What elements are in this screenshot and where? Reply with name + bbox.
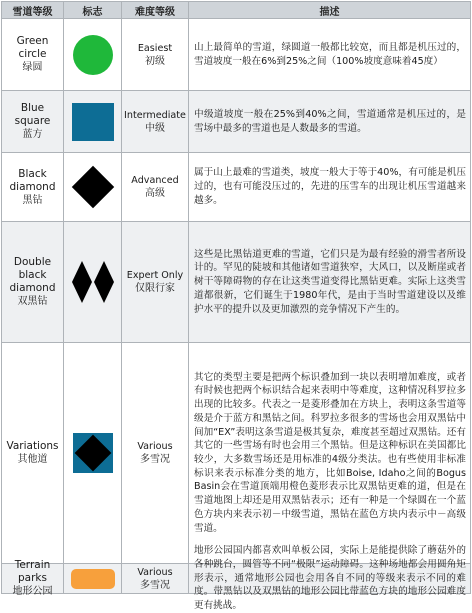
inner-diamond-icon (74, 435, 111, 472)
row-terrain-parks-description (189, 545, 471, 612)
green-circle-icon (73, 35, 113, 75)
black-diamond-icon (71, 166, 113, 208)
level-zh: 初级 (145, 55, 165, 67)
row-variations-level (122, 343, 189, 564)
row-variations-symbol (64, 343, 122, 564)
row-blue-square-symbol (64, 91, 122, 153)
level-en: Expert Only (126, 270, 184, 281)
description-text: 山上最简单的雪道，绿圆道一般都比较宽，而且都是机压过的，雪道坡度一般在6%到25%之间（100%坡度意味着45度） (194, 41, 466, 67)
row-black-diamond-level (122, 153, 189, 222)
level-en: Various (137, 441, 173, 452)
ski-trail-rating-table (1, 1, 471, 612)
name-zh: 地形公园 (12, 586, 53, 597)
row-double-black-diamond-description (189, 222, 471, 343)
name-zh: 蓝方 (22, 129, 43, 140)
double-black-diamond-icon (71, 260, 115, 304)
row-green-circle-symbol (64, 19, 122, 91)
row-double-black-diamond-name (1, 222, 64, 343)
row-variations-name (1, 343, 64, 564)
name-en: Variations (6, 440, 59, 452)
row-green-circle-name (1, 19, 64, 91)
header-trail-grade: 雪道等级 (1, 1, 64, 19)
header-description: 描述 (189, 1, 471, 19)
row-double-black-diamond-symbol (64, 222, 122, 343)
name-zh: 绿圆 (22, 62, 43, 73)
row-black-diamond-description (189, 153, 471, 222)
row-terrain-parks-symbol (64, 564, 122, 594)
header-difficulty: 难度等级 (122, 1, 189, 19)
row-terrain-parks-name (1, 559, 64, 597)
row-green-circle-level (122, 19, 189, 91)
row-variations-description (189, 343, 471, 564)
name-zh: 其他道 (17, 454, 48, 465)
row-terrain-parks-level (122, 564, 189, 594)
level-zh: 中级 (145, 122, 165, 134)
level-zh: 多雪况 (140, 579, 170, 591)
orange-rounded-rectangle-icon (71, 569, 115, 589)
level-zh: 高级 (145, 188, 165, 199)
row-green-circle-description (189, 19, 471, 91)
name-en: Black diamond (9, 167, 56, 193)
description-text: 其它的类型主要是把两个标识叠加到一块以表明增加难度，或者有时候也把两个标识结合起来表明中等难度，这种情况科罗拉多出现的比较多。代表之一是菱形叠加在方块上，表明这条雪道等级是介于蓝方和黑钻之间。科罗拉多很多的雪场也会用双黑钻中间加“EX”表明这条雪道是极其复杂，难度甚至超过双黑钻。还有其它的一些雪场有时也会用三个黑钻。但是这种标识在美国都比较少，大多数雪场还是用标准的4级分类法。也有些使用非标准标识来表示标准分类的地方，比如Boise, Idaho之间的Bogus Basin会在雪道顶端用橙色菱形表示比双黑钻更难的道，但是在雪道地图上却还是用双黑钻表示；还有一种是一个绿圆在一个蓝色方块内来表示初－中级雪道，黑钻在蓝色方块内表示中－高级雪道。 (194, 371, 466, 534)
level-en: Intermediate (124, 109, 186, 121)
level-en: Advanced (131, 175, 179, 186)
header-symbol: 标志 (64, 1, 122, 19)
name-en: Blue square (14, 102, 51, 127)
diamond-in-square-icon (73, 433, 113, 473)
level-zh: 仅限行家 (135, 283, 175, 294)
description-text: 这些是比黑钻道更难的雪道，它们只是为最有经验的滑雪者所设计的。罕见的陡坡和其他诸如雪道狭窄，大风口，以及断崖或者树干等障碍物的存在让这类雪道变得比黑钻更难。实际上这类雪道都很新，它们诞生于1980年代，是由于当时雪道建设以及维护水平的提升以及更加激烈的竞争情况下产生的。 (194, 248, 466, 315)
blue-square-icon (72, 103, 114, 141)
row-black-diamond-symbol (64, 153, 122, 222)
name-en: Terrain parks (14, 559, 51, 584)
row-blue-square-name (1, 91, 64, 153)
row-blue-square-level (122, 91, 189, 153)
row-double-black-diamond-level (122, 222, 189, 343)
name-en: Green circle (16, 35, 49, 60)
description-text: 中级道坡度一般在25%到40%之间，雪道通常是机压过的，是雪场中最多的雪道也是人数最多的雪道。 (194, 108, 466, 134)
row-blue-square-description (189, 91, 471, 153)
level-zh: 多雪况 (140, 454, 170, 465)
description-text: 地形公园国内都喜欢叫单板公园，实际上是能提供除了蘑菇外的各种跳台，圆管等不同“极限”运动障碍。这种场地都会用圆角矩形表示，通常地形公园也会用各自不同的等级来表示不同的难度。带黑钻以及双黑钻的地形公园比带蓝色方块的地形公园难度更有挑战。 (194, 545, 466, 612)
level-en: Easiest (137, 42, 173, 54)
name-en: Double black diamond (9, 256, 56, 294)
name-zh: 双黑钻 (17, 296, 48, 307)
description-text: 属于山上最难的雪道类，坡度一般大于等于40%，有可能是机压过的，也有可能没压过的，先进的压雪车的出现让机压雪道越来越多。 (194, 167, 466, 206)
level-en: Various (137, 566, 173, 578)
name-zh: 黑钻 (22, 194, 43, 206)
row-black-diamond-name (1, 153, 64, 222)
